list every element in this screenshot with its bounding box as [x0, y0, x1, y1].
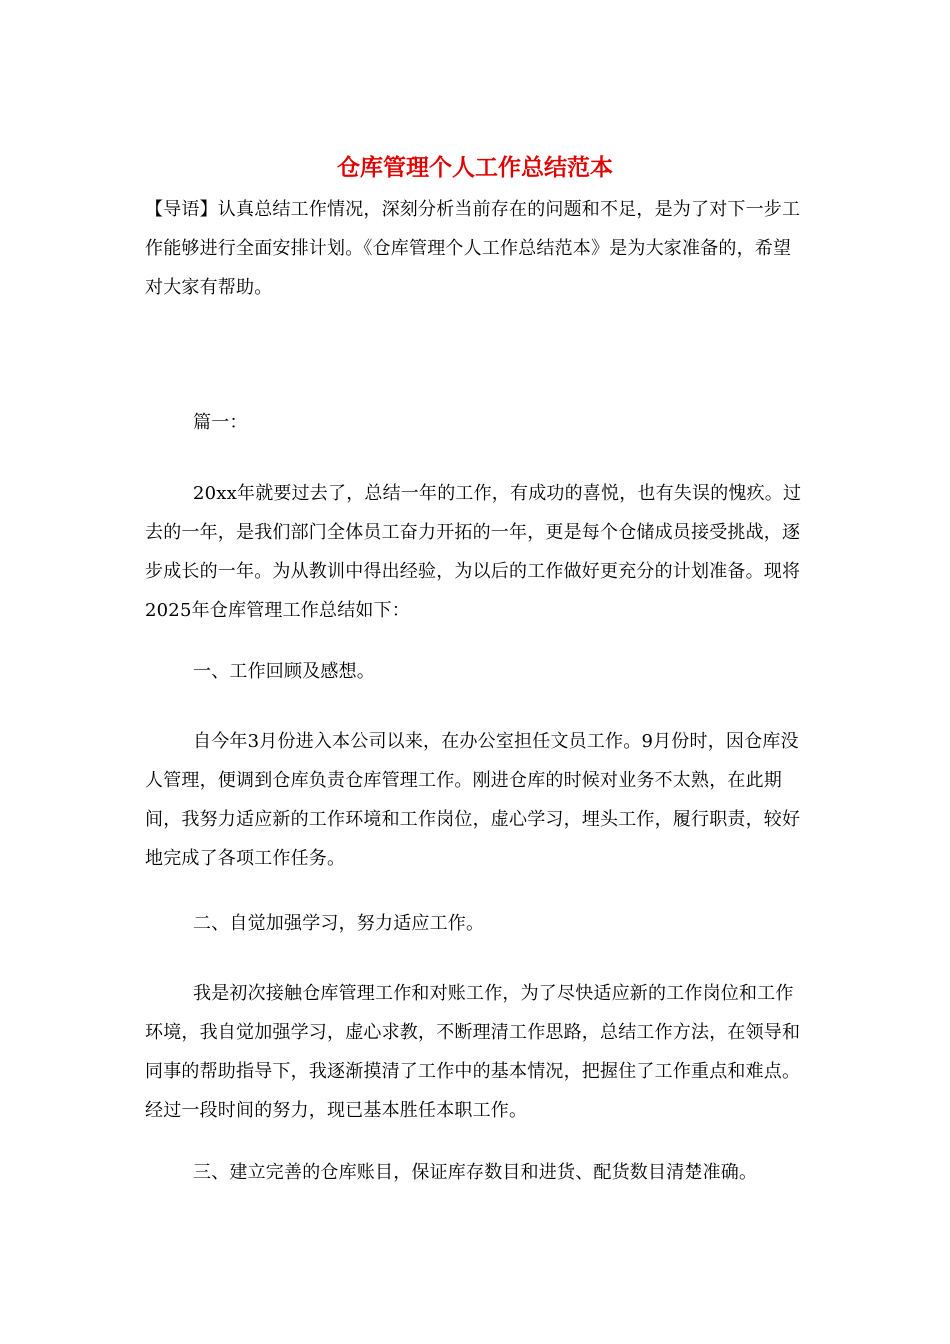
body-paragraph: 自今年3月份进入本公司以来，在办公室担任文员工作。9月份时，因仓库没人管理，便调到仓库负责仓库管理工作。刚进仓库的时候对业务不太熟，在此期间，我努力适应新的工作环境和工作岗位，虚心学习，埋头工作，履行职责，较好地完成了各项工作任务。: [145, 731, 801, 869]
section-heading: 一、工作回顾及感想。: [193, 661, 375, 682]
body-paragraph: 20xx年就要过去了，总结一年的工作，有成功的喜悦，也有失误的愧疚。过去的一年，是我们部门全体员工奋力开拓的一年，更是每个仓储成员接受挑战，逐步成长的一年。为从教训中得出经验，为以后的工作做好更充分的计划准备。现将2025年仓库管理工作总结如下：: [145, 483, 802, 621]
section-label: 篇一：: [193, 412, 248, 433]
lead-paragraph: 【导语】认真总结工作情况，深刻分析当前存在的问题和不足，是为了对下一步工作能够进行全面安排计划。《仓库管理个人工作总结范本》是为大家准备的，希望对大家有帮助。: [145, 199, 801, 298]
section-heading: 二、自觉加强学习，努力适应工作。: [193, 913, 485, 934]
section-heading: 三、建立完善的仓库账目，保证库存数目和进货、配货数目清楚准确。: [193, 1162, 758, 1183]
body-paragraph: 我是初次接触仓库管理工作和对账工作，为了尽快适应新的工作岗位和工作环境，我自觉加强学习，虚心求教，不断理清工作思路，总结工作方法，在领导和同事的帮助指导下，我逐渐摸清了工作中的基本情况，把握住了工作重点和难点。经过一段时间的努力，现已基本胜任本职工作。: [145, 983, 801, 1121]
document-title: 仓库管理个人工作总结范本: [337, 154, 613, 181]
